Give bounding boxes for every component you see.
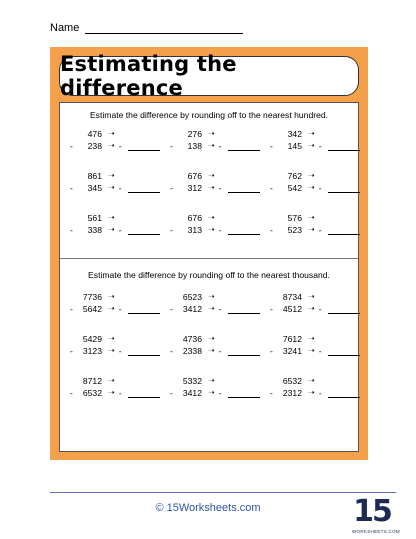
problem-item xyxy=(270,128,360,152)
subtrahend: 138 xyxy=(187,141,202,151)
answer-blank[interactable] xyxy=(328,225,360,235)
problem-item xyxy=(70,291,160,315)
subtrahend: 2312 xyxy=(282,388,302,398)
problem-top-row xyxy=(170,212,260,224)
problem-item xyxy=(170,291,260,315)
arrow-icon: ➝ xyxy=(308,346,315,355)
answer-blank[interactable] xyxy=(128,225,160,235)
arrow-icon: ➝ xyxy=(208,346,215,355)
arrow-icon: ➝ xyxy=(108,213,115,222)
problem-top-row xyxy=(270,333,360,345)
arrow-icon: ➝ xyxy=(208,388,215,397)
problem-item xyxy=(270,333,360,357)
arrow-icon: ➝ xyxy=(108,292,115,301)
minus-sign: - xyxy=(170,141,173,151)
minus-sign: - xyxy=(70,346,73,356)
subtrahend: 312 xyxy=(187,183,202,193)
problem-bottom-row xyxy=(270,182,360,194)
minuend: 8734 xyxy=(282,292,302,302)
answer-blank[interactable] xyxy=(128,388,160,398)
problem-bottom-row xyxy=(170,345,260,357)
worksheet-frame xyxy=(50,47,368,460)
minus-sign: - xyxy=(318,183,322,193)
minus-sign: - xyxy=(70,141,73,151)
minus-sign: - xyxy=(218,225,222,235)
arrow-icon: ➝ xyxy=(208,225,215,234)
name-blank-line[interactable] xyxy=(85,23,243,34)
arrow-icon: ➝ xyxy=(308,171,315,180)
problem-top-row xyxy=(70,291,160,303)
answer-blank[interactable] xyxy=(328,388,360,398)
page-title: Estimating the difference xyxy=(60,52,237,100)
arrow-icon: ➝ xyxy=(308,292,315,301)
problem-bottom-row xyxy=(170,140,260,152)
minuend: 276 xyxy=(187,129,202,139)
arrow-icon: ➝ xyxy=(208,171,215,180)
minus-sign: - xyxy=(318,304,322,314)
answer-blank[interactable] xyxy=(128,141,160,151)
minuend: 4736 xyxy=(182,334,202,344)
minus-sign: - xyxy=(218,183,222,193)
minus-sign: - xyxy=(270,183,273,193)
minus-sign: - xyxy=(270,388,273,398)
problem-bottom-row xyxy=(270,345,360,357)
minus-sign: - xyxy=(118,183,122,193)
problem-top-row xyxy=(70,212,160,224)
arrow-icon: ➝ xyxy=(308,334,315,343)
arrow-icon: ➝ xyxy=(108,346,115,355)
problem-top-row xyxy=(270,291,360,303)
minus-sign: - xyxy=(70,388,73,398)
arrow-icon: ➝ xyxy=(108,225,115,234)
problem-bottom-row xyxy=(70,387,160,399)
problem-item xyxy=(70,333,160,357)
minus-sign: - xyxy=(170,346,173,356)
minuend: 7736 xyxy=(82,292,102,302)
arrow-icon: ➝ xyxy=(108,334,115,343)
minuend: 561 xyxy=(87,213,102,223)
minuend: 8712 xyxy=(82,376,102,386)
problem-top-row xyxy=(170,128,260,140)
subtrahend: 3241 xyxy=(282,346,302,356)
arrow-icon: ➝ xyxy=(308,183,315,192)
minus-sign: - xyxy=(118,304,122,314)
problem-bottom-row xyxy=(70,224,160,236)
problem-top-row xyxy=(270,128,360,140)
answer-blank[interactable] xyxy=(228,225,260,235)
minus-sign: - xyxy=(70,304,73,314)
problem-bottom-row xyxy=(170,224,260,236)
problem-item xyxy=(170,212,260,236)
minus-sign: - xyxy=(218,346,222,356)
minus-sign: - xyxy=(218,141,222,151)
minuend: 676 xyxy=(187,171,202,181)
minuend: 861 xyxy=(87,171,102,181)
minus-sign: - xyxy=(170,304,173,314)
subtrahend: 338 xyxy=(87,225,102,235)
subtrahend: 5642 xyxy=(82,304,102,314)
problem-top-row xyxy=(270,212,360,224)
instruction-hundred: Estimate the difference by rounding off to the nearest hundred. xyxy=(89,110,329,120)
problem-bottom-row xyxy=(270,387,360,399)
answer-blank[interactable] xyxy=(228,388,260,398)
minus-sign: - xyxy=(170,225,173,235)
minus-sign: - xyxy=(218,304,222,314)
minus-sign: - xyxy=(318,141,322,151)
minus-sign: - xyxy=(118,225,122,235)
arrow-icon: ➝ xyxy=(208,141,215,150)
problem-top-row xyxy=(270,375,360,387)
arrow-icon: ➝ xyxy=(208,376,215,385)
problem-top-row xyxy=(70,128,160,140)
arrow-icon: ➝ xyxy=(108,141,115,150)
answer-blank[interactable] xyxy=(228,183,260,193)
subtrahend: 542 xyxy=(287,183,302,193)
problem-top-row xyxy=(70,375,160,387)
instruction-thousand: Estimate the difference by rounding off to the nearest thousand. xyxy=(88,270,330,280)
arrow-icon: ➝ xyxy=(208,213,215,222)
answer-blank[interactable] xyxy=(328,141,360,151)
answer-blank[interactable] xyxy=(128,346,160,356)
minus-sign: - xyxy=(318,388,322,398)
minuend: 5332 xyxy=(182,376,202,386)
subtrahend: 313 xyxy=(187,225,202,235)
arrow-icon: ➝ xyxy=(208,304,215,313)
footer-divider xyxy=(50,492,396,493)
section-divider xyxy=(60,258,358,259)
problem-bottom-row xyxy=(270,224,360,236)
problem-bottom-row xyxy=(70,182,160,194)
problem-bottom-row xyxy=(170,182,260,194)
logo-text: WORKSHEETS.COM xyxy=(352,529,400,534)
arrow-icon: ➝ xyxy=(108,304,115,313)
answer-blank[interactable] xyxy=(328,346,360,356)
brand-logo xyxy=(352,494,400,536)
subtrahend: 3123 xyxy=(82,346,102,356)
subtrahend: 3412 xyxy=(182,388,202,398)
problem-item xyxy=(70,128,160,152)
subtrahend: 6532 xyxy=(82,388,102,398)
problem-item xyxy=(270,291,360,315)
minuend: 342 xyxy=(287,129,302,139)
minus-sign: - xyxy=(118,141,122,151)
problem-top-row xyxy=(270,170,360,182)
subtrahend: 523 xyxy=(287,225,302,235)
arrow-icon: ➝ xyxy=(208,292,215,301)
arrow-icon: ➝ xyxy=(208,183,215,192)
arrow-icon: ➝ xyxy=(108,129,115,138)
minus-sign: - xyxy=(270,225,273,235)
arrow-icon: ➝ xyxy=(308,129,315,138)
minuend: 6532 xyxy=(282,376,302,386)
arrow-icon: ➝ xyxy=(308,213,315,222)
subtrahend: 145 xyxy=(287,141,302,151)
problem-item xyxy=(270,170,360,194)
problem-item xyxy=(170,128,260,152)
answer-blank[interactable] xyxy=(128,304,160,314)
subtrahend: 4512 xyxy=(282,304,302,314)
problem-item xyxy=(170,375,260,399)
problem-item xyxy=(270,375,360,399)
problem-top-row xyxy=(170,333,260,345)
minus-sign: - xyxy=(118,388,122,398)
minus-sign: - xyxy=(218,388,222,398)
problem-item xyxy=(70,170,160,194)
arrow-icon: ➝ xyxy=(208,129,215,138)
minus-sign: - xyxy=(118,346,122,356)
problem-bottom-row xyxy=(170,303,260,315)
minuend: 5429 xyxy=(82,334,102,344)
arrow-icon: ➝ xyxy=(308,225,315,234)
problem-item xyxy=(70,375,160,399)
answer-blank[interactable] xyxy=(328,304,360,314)
minus-sign: - xyxy=(318,225,322,235)
minuend: 476 xyxy=(87,129,102,139)
arrow-icon: ➝ xyxy=(108,171,115,180)
minuend: 762 xyxy=(287,171,302,181)
problem-item xyxy=(70,212,160,236)
arrow-icon: ➝ xyxy=(308,304,315,313)
subtrahend: 238 xyxy=(87,141,102,151)
answer-blank[interactable] xyxy=(128,183,160,193)
problem-bottom-row xyxy=(70,345,160,357)
problem-item xyxy=(270,212,360,236)
answer-blank[interactable] xyxy=(228,304,260,314)
subtrahend: 2338 xyxy=(182,346,202,356)
name-field-row xyxy=(50,22,243,34)
minuend: 7612 xyxy=(282,334,302,344)
problem-bottom-row xyxy=(270,140,360,152)
name-label: Name xyxy=(50,22,80,34)
problem-bottom-row xyxy=(70,303,160,315)
minuend: 676 xyxy=(187,213,202,223)
minus-sign: - xyxy=(170,388,173,398)
arrow-icon: ➝ xyxy=(108,376,115,385)
answer-blank[interactable] xyxy=(328,183,360,193)
minus-sign: - xyxy=(70,225,73,235)
footer-copyright[interactable]: © 15Worksheets.com xyxy=(155,502,261,514)
problem-bottom-row xyxy=(270,303,360,315)
problem-item xyxy=(170,170,260,194)
answer-blank[interactable] xyxy=(228,346,260,356)
content-box xyxy=(59,102,359,452)
answer-blank[interactable] xyxy=(228,141,260,151)
arrow-icon: ➝ xyxy=(308,376,315,385)
problem-top-row xyxy=(170,170,260,182)
problem-top-row xyxy=(70,333,160,345)
problem-top-row xyxy=(170,375,260,387)
minus-sign: - xyxy=(270,346,273,356)
minuend: 576 xyxy=(287,213,302,223)
minus-sign: - xyxy=(270,141,273,151)
minus-sign: - xyxy=(70,183,73,193)
arrow-icon: ➝ xyxy=(208,334,215,343)
minus-sign: - xyxy=(318,346,322,356)
arrow-icon: ➝ xyxy=(108,388,115,397)
minus-sign: - xyxy=(270,304,273,314)
title-banner xyxy=(59,52,359,100)
minus-sign: - xyxy=(170,183,173,193)
minuend: 6523 xyxy=(182,292,202,302)
problem-top-row xyxy=(170,291,260,303)
problem-bottom-row xyxy=(70,140,160,152)
problem-top-row xyxy=(70,170,160,182)
subtrahend: 3412 xyxy=(182,304,202,314)
arrow-icon: ➝ xyxy=(108,183,115,192)
problem-item xyxy=(170,333,260,357)
arrow-icon: ➝ xyxy=(308,141,315,150)
logo-number: 15 xyxy=(353,494,391,529)
problem-bottom-row xyxy=(170,387,260,399)
arrow-icon: ➝ xyxy=(308,388,315,397)
subtrahend: 345 xyxy=(87,183,102,193)
